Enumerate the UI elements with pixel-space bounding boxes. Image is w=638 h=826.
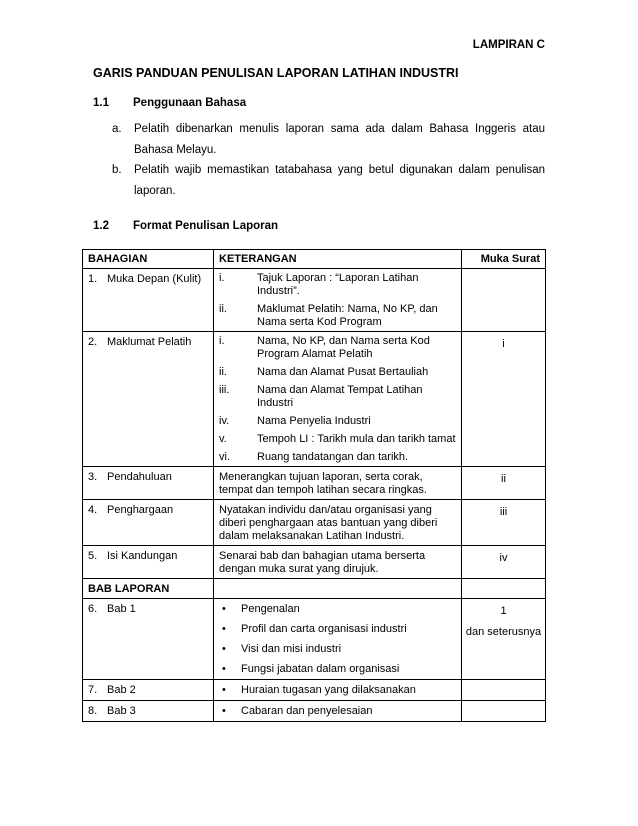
part-cell: [83, 546, 213, 565]
part-name: Maklumat Pelatih: [107, 336, 192, 348]
part-cell: [83, 269, 213, 288]
part-name: Pendahuluan: [107, 471, 172, 483]
item-text: Ruang tandatangan dan tarikh.: [257, 451, 409, 463]
table-header-row: [83, 250, 546, 269]
part-number: 7.: [88, 684, 98, 696]
bullet-text: Huraian tugasan yang dilaksanakan: [241, 684, 416, 696]
item-number: i.: [219, 335, 225, 347]
bullet-icon: •: [222, 623, 226, 635]
bullet-text: Visi dan misi industri: [241, 643, 342, 655]
bullet-icon: •: [222, 684, 226, 696]
item-text: Nama Penyelia Industri: [257, 415, 371, 427]
item-number: iii.: [219, 384, 230, 396]
section-2-heading: [93, 220, 278, 232]
report-format-table: [82, 249, 546, 722]
bullet-text: Fungsi jabatan dalam organisasi: [241, 663, 400, 675]
table-section-row: [83, 579, 546, 599]
item-number: i.: [219, 272, 225, 284]
section-title: Penggunaan Bahasa: [133, 97, 247, 109]
list-label: a.: [112, 123, 122, 135]
bullet-text: Cabaran dan penyelesaian: [241, 705, 373, 717]
page-number: iv: [499, 552, 508, 564]
page-number: [462, 269, 545, 275]
part-name: Bab 2: [107, 684, 136, 696]
description-item: [214, 269, 461, 300]
list-label: b.: [112, 164, 122, 176]
bullet-item: [214, 659, 461, 679]
item-number: vi.: [219, 451, 230, 463]
column-header: Muka Surat: [462, 250, 546, 269]
bullet-text: Pengenalan: [241, 603, 300, 615]
part-name: Isi Kandungan: [107, 550, 178, 562]
item-text: Tajuk Laporan : “Laporan Latihan Industri”.: [257, 272, 419, 297]
section-number: 1.1: [93, 97, 109, 109]
part-number: 1.: [88, 273, 98, 285]
bullet-text: Profil dan carta organisasi industri: [241, 623, 407, 635]
description-item: [214, 332, 461, 363]
table-row: [83, 701, 546, 722]
section-title: Format Penulisan Laporan: [133, 220, 279, 232]
bullet-item: [214, 599, 461, 619]
bullet-icon: •: [222, 643, 226, 655]
bullet-item: [214, 701, 461, 721]
description-item: [214, 430, 461, 448]
table-row: [83, 546, 546, 579]
description-item: [214, 381, 461, 412]
description-item: [214, 412, 461, 430]
part-number: 3.: [88, 471, 98, 483]
table-row: [83, 332, 546, 467]
page-start: 1: [500, 605, 507, 617]
bullet-icon: •: [222, 705, 226, 717]
item-text: Nama dan Alamat Pusat Bertauliah: [257, 366, 429, 378]
part-cell: [83, 701, 213, 720]
section-number: 1.2: [93, 220, 109, 232]
part-name: Bab 3: [107, 705, 136, 717]
page-continuation: dan seterusnya: [465, 626, 542, 638]
item-text: Maklumat Pelatih: Nama, No KP, dan Nama serta Kod Program: [257, 303, 438, 328]
description-text: Nyatakan individu dan/atau organisasi yang diberi penghargaan atas bantuan yang diberi dalam melaksanakan Latihan Industri.: [219, 504, 438, 542]
bullet-icon: •: [222, 603, 226, 615]
section-1-heading: [93, 97, 246, 109]
part-number: 4.: [88, 504, 98, 516]
bullet-item: [214, 680, 461, 700]
bullet-icon: •: [222, 663, 226, 675]
page-number: [462, 599, 545, 639]
part-cell: [83, 332, 213, 351]
item-text: Nama dan Alamat Tempat Latihan Industri: [257, 384, 423, 409]
page-number: i: [502, 338, 505, 350]
list-item: [112, 119, 545, 161]
list-text: Pelatih wajib memastikan tatabahasa yang betul digunakan dalam penulisan laporan.: [134, 164, 545, 197]
part-name: Penghargaan: [107, 504, 174, 516]
table-row: [83, 467, 546, 500]
part-number: 5.: [88, 550, 98, 562]
page-number: iii: [499, 506, 508, 518]
list-item: [112, 160, 545, 202]
document-title: GARIS PANDUAN PENULISAN LAPORAN LATIHAN INDUSTRI: [93, 66, 459, 80]
page-number: ii: [501, 473, 506, 485]
column-header: KETERANGAN: [214, 250, 462, 269]
list-text: Pelatih dibenarkan menulis laporan sama ada dalam Bahasa Inggeris atau Bahasa Melayu.: [134, 123, 545, 156]
part-number: 2.: [88, 336, 98, 348]
part-cell: [83, 500, 213, 519]
bullet-item: [214, 639, 461, 659]
description-item: [214, 300, 461, 331]
bab-laporan-heading: BAB LAPORAN: [88, 583, 170, 595]
description-item: [214, 363, 461, 381]
description-item: [214, 448, 461, 466]
part-name: Bab 1: [107, 603, 136, 615]
item-number: v.: [219, 433, 227, 445]
part-cell: [83, 680, 213, 699]
column-header: BAHAGIAN: [83, 250, 214, 269]
item-number: iv.: [219, 415, 230, 427]
part-cell: [83, 599, 213, 618]
description-text: Menerangkan tujuan laporan, serta corak, tempat dan tempoh latihan secara ringkas.: [219, 471, 427, 496]
part-cell: [83, 467, 213, 486]
part-number: 8.: [88, 705, 98, 717]
annex-label: LAMPIRAN C: [472, 39, 545, 51]
item-number: ii.: [219, 366, 227, 378]
part-name: Muka Depan (Kulit): [107, 273, 202, 285]
table-row: [83, 500, 546, 546]
item-text: Nama, No KP, dan Nama serta Kod Program Alamat Pelatih: [257, 335, 430, 360]
table-row: [83, 680, 546, 701]
description-text: Senarai bab dan bahagian utama berserta dengan muka surat yang dirujuk.: [219, 550, 426, 575]
table-row: [83, 269, 546, 332]
item-text: Tempoh LI : Tarikh mula dan tarikh tamat: [257, 433, 456, 445]
item-number: ii.: [219, 303, 227, 315]
part-number: 6.: [88, 603, 98, 615]
bullet-item: [214, 619, 461, 639]
table-row: [83, 599, 546, 680]
